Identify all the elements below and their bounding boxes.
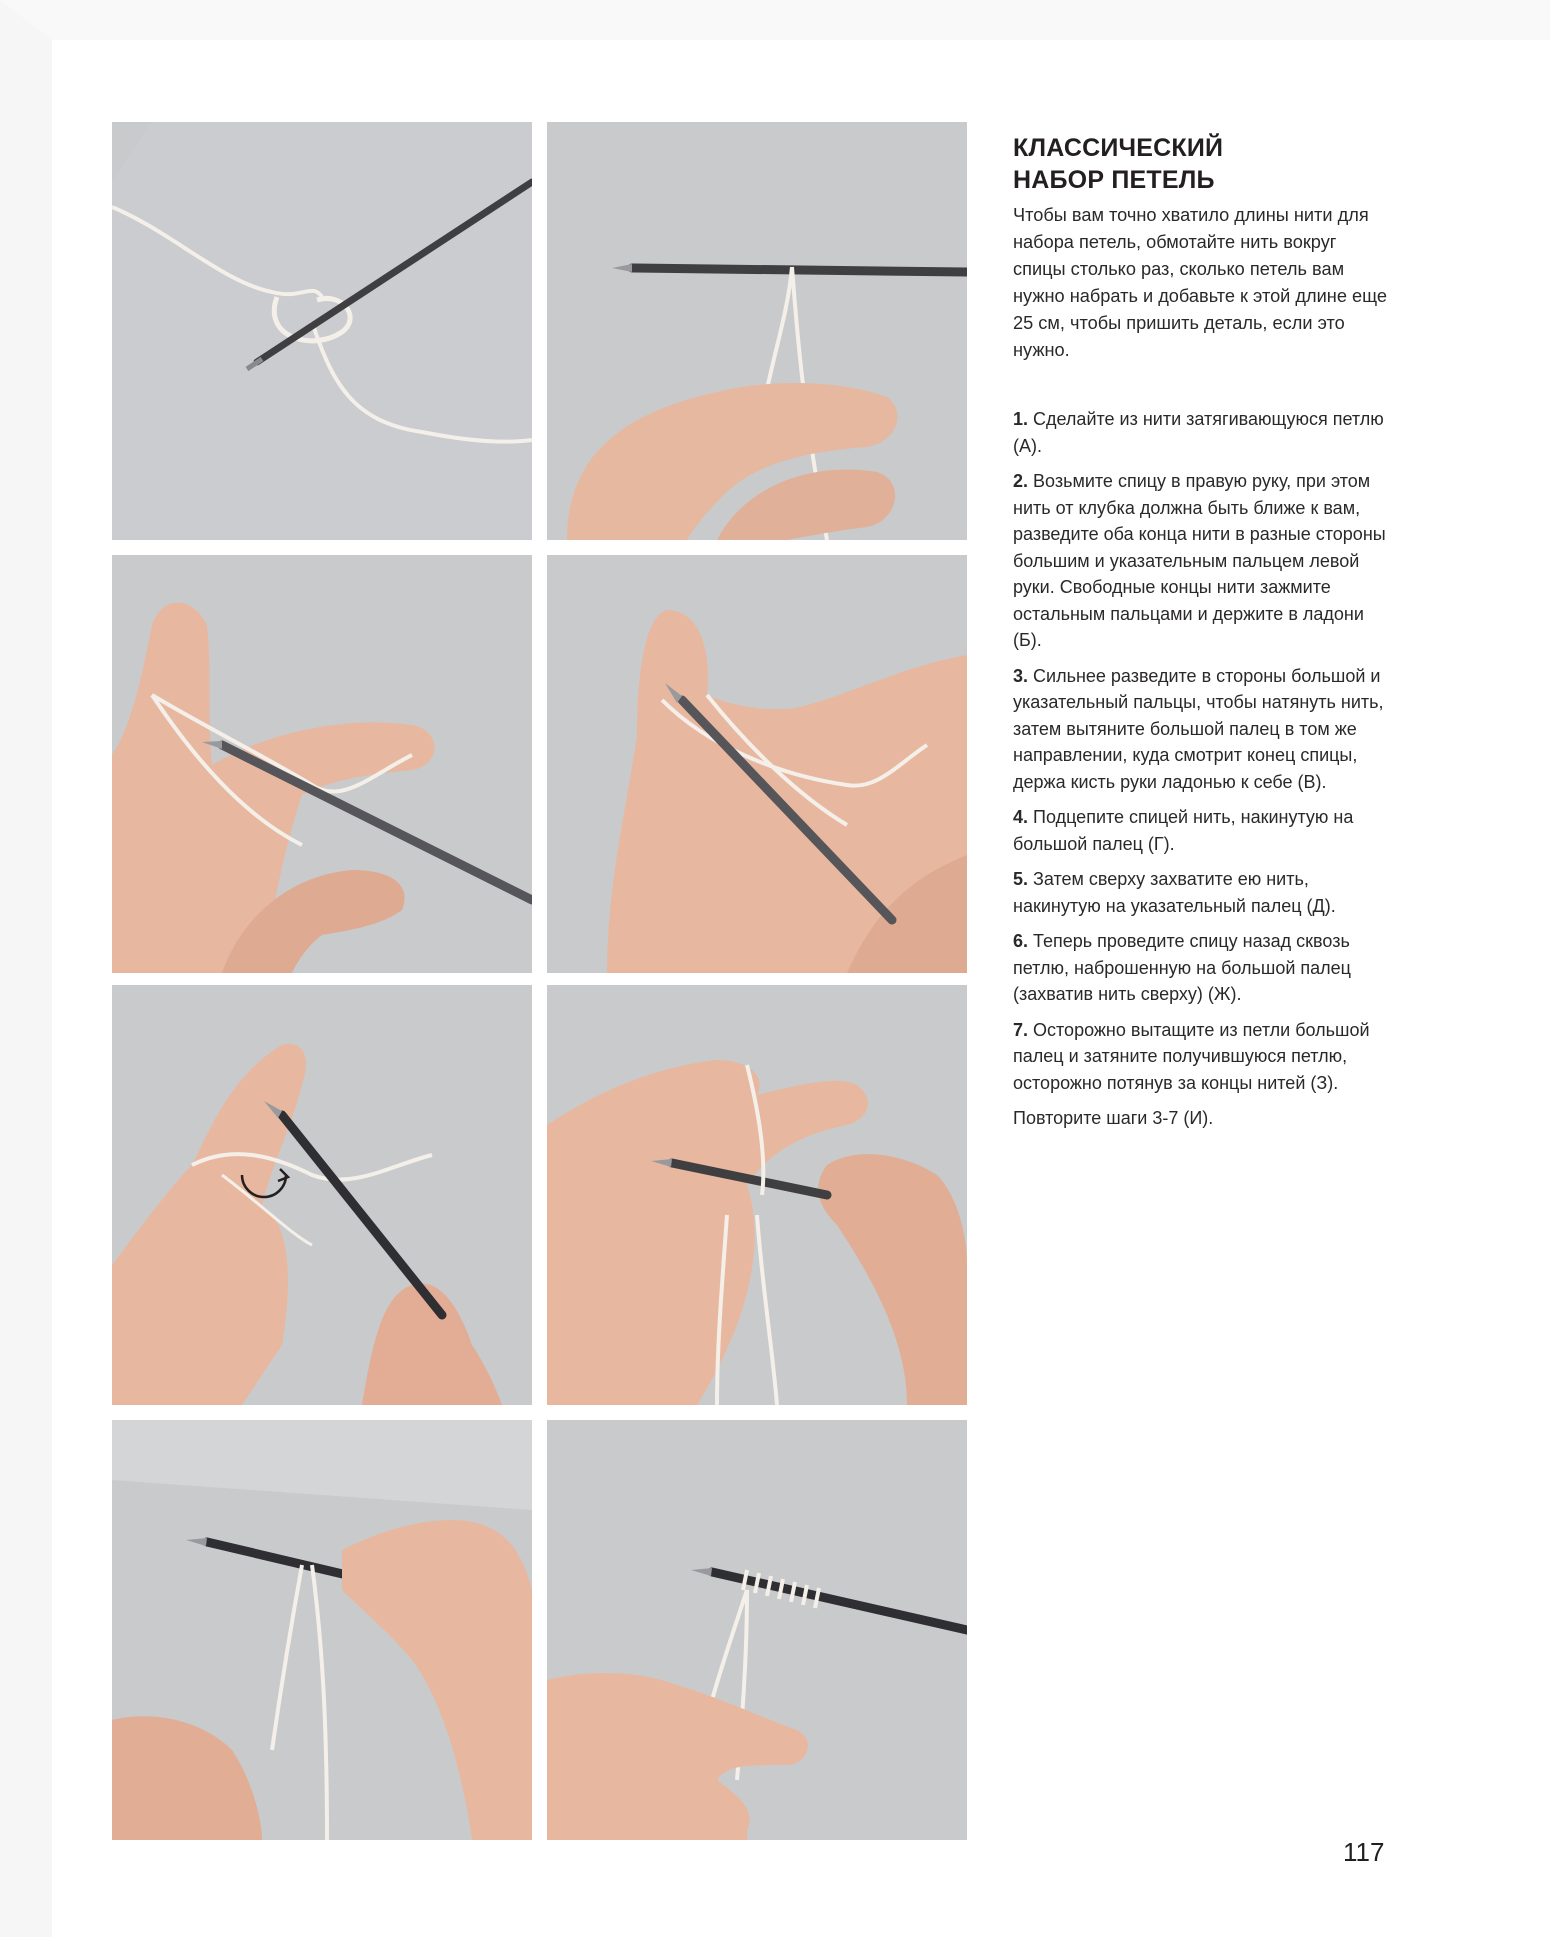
step-6: [1013, 928, 1393, 1008]
step-text: Сильнее разведите в стороны большой и указательный пальцы, чтобы натянуть нить, затем вытяните большой палец в том же направлении, куда смотрит конец спицы, держа кисть руки ладонью к себе (В).: [1013, 665, 1384, 792]
step-text: Подцепите спицей нить, накинутую на большой палец (Г).: [1013, 807, 1354, 854]
article-title-line2: НАБОР ПЕТЕЛЬ: [1013, 166, 1215, 194]
article-intro: Чтобы вам точно хватило длины нити для набора петель, обмотайте нить вокруг спицы столько раз, сколько петель вам нужно набрать и добавьте к этой длине еще 25 см, чтобы пришить деталь, если это нужно.: [1013, 205, 1387, 360]
photo-v: [112, 555, 532, 973]
photo-zh: [112, 1420, 532, 1840]
step-text: Возьмите спицу в правую руку, при этом нить от клубка должна быть ближе к вам, разведите оба конца нити в разные стороны большим и указательным пальцем левой руки. Свободные концы нити зажмите остальным пальцами и держите в ладони (Б).: [1013, 471, 1386, 650]
repeat-note: Повторите шаги 3-7 (И).: [1013, 1108, 1214, 1128]
photo-a: [112, 122, 532, 540]
step-3: [1013, 663, 1393, 796]
step-text: Сделайте из нити затягивающуюся петлю (А).: [1013, 409, 1384, 456]
photo-b: [547, 122, 967, 540]
photo-z: [547, 1420, 967, 1840]
step-number: 4.: [1013, 807, 1029, 827]
step-5: [1013, 866, 1393, 919]
photo-e: [547, 985, 967, 1405]
step-number: 6.: [1013, 931, 1029, 951]
step-2: [1013, 468, 1393, 654]
step-number: 7.: [1013, 1019, 1029, 1040]
article-title: [1013, 132, 1393, 196]
step-number: 3.: [1013, 665, 1029, 686]
step-1: [1013, 406, 1393, 459]
step-4: [1013, 804, 1393, 857]
article-title-line1: КЛАССИЧЕСКИЙ: [1013, 134, 1224, 162]
step-number: 1.: [1013, 409, 1029, 429]
photo-g: [547, 555, 967, 973]
page-number: 117: [1343, 1837, 1385, 1867]
step-number: 5.: [1013, 869, 1029, 889]
step-text: Осторожно вытащите из петли большой палец и затяните получившуюся петлю, осторожно потянув за концы нитей (З).: [1013, 1019, 1370, 1093]
step-number: 2.: [1013, 471, 1029, 491]
photo-d: [112, 985, 532, 1405]
step-text: Теперь проведите спицу назад сквозь петлю, наброшенную на большой палец (захватив нить сверху) (Ж).: [1013, 931, 1351, 1004]
step-text: Затем сверху захватите ею нить, накинутую на указательный палец (Д).: [1013, 869, 1336, 916]
steps-list: [1013, 406, 1393, 1132]
step-7: [1013, 1017, 1393, 1097]
article: [1013, 132, 1393, 1141]
